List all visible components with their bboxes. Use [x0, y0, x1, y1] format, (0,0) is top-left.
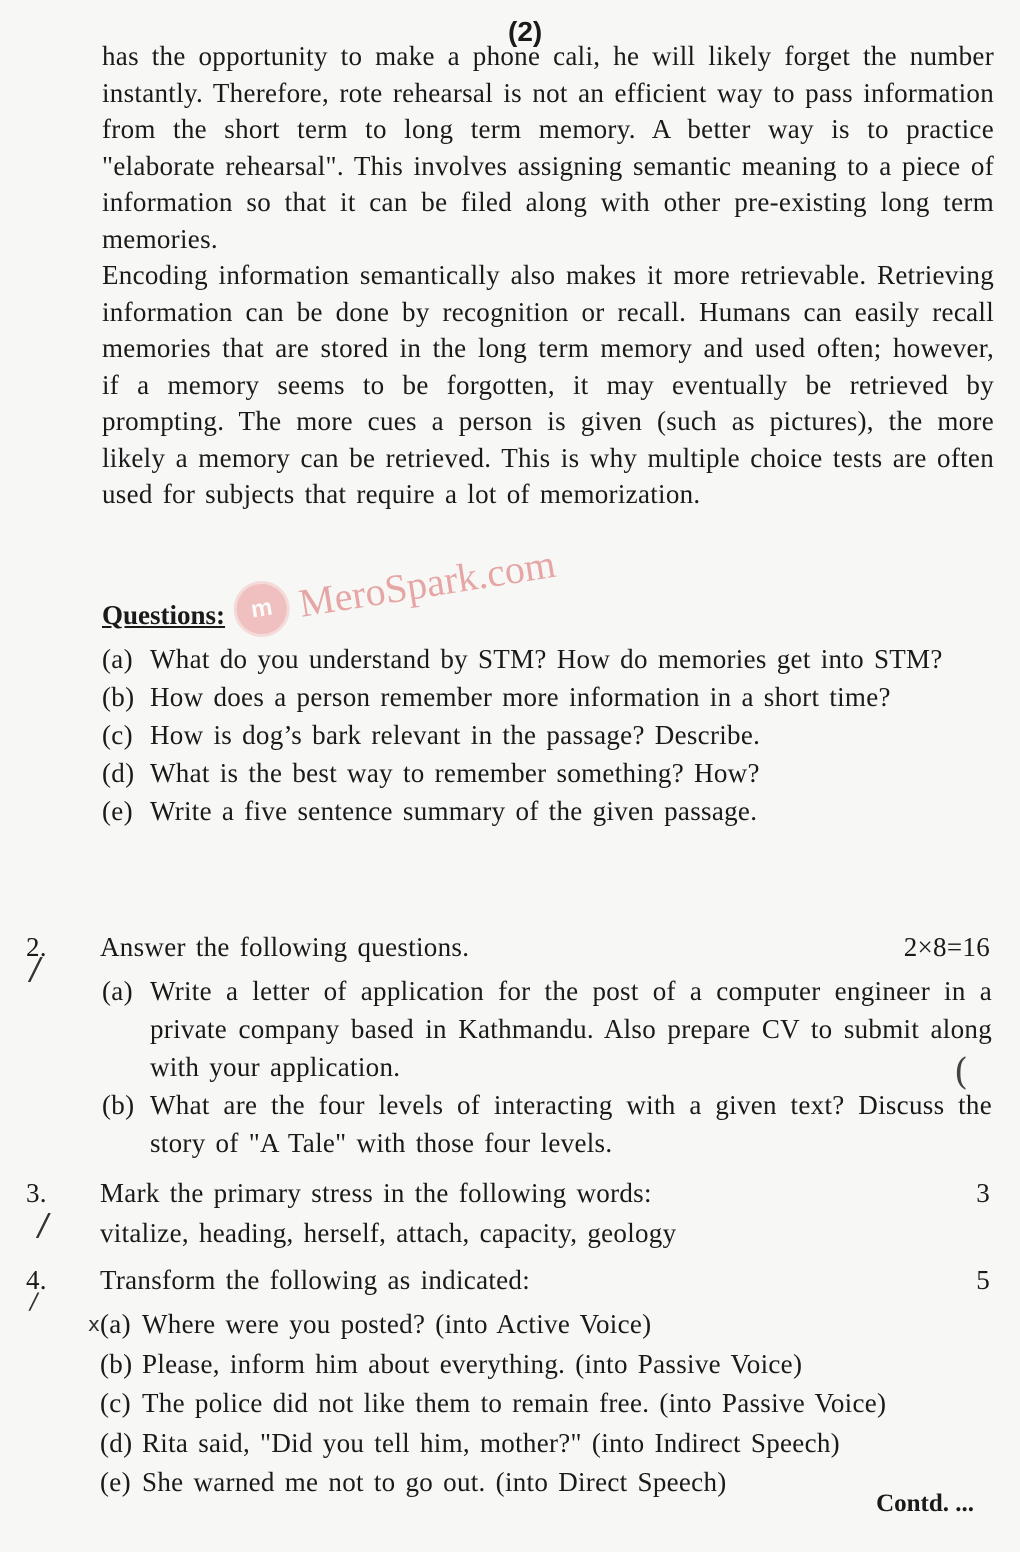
question-title: Transform the following as indicated: — [100, 1265, 531, 1295]
q4-sub-questions — [100, 1305, 990, 1503]
item-label: (e) — [102, 796, 133, 826]
item-label: (b) — [102, 1090, 135, 1120]
pen-cross-mark: x — [88, 1312, 100, 1336]
item-text: How does a person remember more information in a short time? — [150, 682, 891, 712]
watermark-logo-icon: m — [230, 577, 294, 641]
q1-sub-questions — [102, 640, 994, 830]
list-item — [100, 1463, 990, 1503]
list-item — [100, 1424, 990, 1464]
item-text: The police did not like them to remain free. (into Passive Voice) — [142, 1388, 887, 1418]
scan-artifact: ( — [954, 1052, 969, 1093]
list-item — [100, 1384, 990, 1424]
list-item — [102, 716, 994, 754]
item-text: Where were you posted? (into Active Voice) — [142, 1309, 652, 1339]
list-item — [102, 1086, 992, 1162]
question-number: 4. — [26, 1265, 47, 1295]
list-item — [100, 1305, 990, 1345]
item-label: (b) — [102, 682, 135, 712]
list-item — [102, 678, 994, 716]
continued-note: Contd. ... — [876, 1490, 974, 1517]
list-item — [102, 754, 994, 792]
stress-words: vitalize, heading, herself, attach, capacity, geology — [100, 1218, 677, 1248]
item-text: What are the four levels of interacting with a given text? Discuss the story of "A Tale" with those four levels. — [150, 1090, 992, 1158]
reading-passage — [102, 38, 994, 513]
passage-paragraph-2: Encoding information semantically also makes it more retrievable. Retrieving information can be done by recognition or recall. Humans can easily recall memories that are stored in the long term memory and used often; however, if a memory seems to be forgotten, it may eventually be retrieved by prompting. The more cues a person is given (such as pictures), the more likely a memory can be retrieved. This is why multiple choice tests are often used for subjects that require a lot of memorization. — [102, 260, 994, 509]
item-label: (a) — [102, 644, 133, 674]
pen-tick-mark: / — [38, 1208, 49, 1243]
pen-tick-mark: / — [30, 952, 41, 987]
watermark — [230, 535, 560, 641]
item-label: (e) — [100, 1467, 131, 1497]
item-text: She warned me not to go out. (into Direct Speech) — [142, 1467, 727, 1497]
list-item — [100, 1345, 990, 1385]
question-number: 2. — [26, 932, 47, 962]
item-text: How is dog’s bark relevant in the passage? Describe. — [150, 720, 761, 750]
question-title: Mark the primary stress in the following words: — [100, 1178, 652, 1208]
watermark-text: MeroSpark.com — [295, 540, 559, 626]
list-item — [102, 792, 994, 830]
item-label: (d) — [102, 758, 135, 788]
item-label: (c) — [102, 720, 133, 750]
question-marks: 3 — [976, 1178, 990, 1208]
question-title: Answer the following questions. — [100, 932, 470, 962]
questions-heading: Questions: — [102, 600, 226, 630]
list-item — [102, 640, 994, 678]
item-text: Rita said, "Did you tell him, mother?" (into Indirect Speech) — [142, 1427, 840, 1458]
question-number: 3. — [26, 1178, 47, 1208]
question-marks: 2×8=16 — [903, 932, 990, 962]
item-label: (c) — [100, 1388, 131, 1418]
page-number: (2) — [508, 16, 543, 47]
item-label: (d) — [100, 1427, 133, 1458]
item-text: Write a letter of application for the post of a computer engineer in a private company based in Kathmandu. Also prepare CV to submit along with your application. — [150, 976, 992, 1082]
item-label: (b) — [100, 1348, 133, 1379]
list-item — [102, 972, 992, 1086]
item-text: What is the best way to remember something? How? — [150, 758, 760, 788]
passage-paragraph-1: has the opportunity to make a phone cali, he will likely forget the number instantly. Therefore, rote rehearsal is not an efficient way to pass information from the short term to long term memory. A better way is to practice "elaborate rehearsal". This involves assigning semantic meaning to a piece of information so that it can be filed along with other pre-existing long term memories. — [102, 41, 994, 254]
q2-sub-questions — [102, 972, 992, 1162]
item-text: Write a five sentence summary of the given passage. — [150, 796, 758, 826]
item-label: (a) — [102, 976, 133, 1006]
pen-tick-mark: / — [30, 1290, 38, 1315]
item-text: Please, inform him about everything. (into Passive Voice) — [142, 1348, 803, 1379]
item-text: What do you understand by STM? How do memories get into STM? — [150, 644, 943, 674]
item-label: (a) — [100, 1309, 131, 1339]
question-marks: 5 — [976, 1265, 990, 1295]
